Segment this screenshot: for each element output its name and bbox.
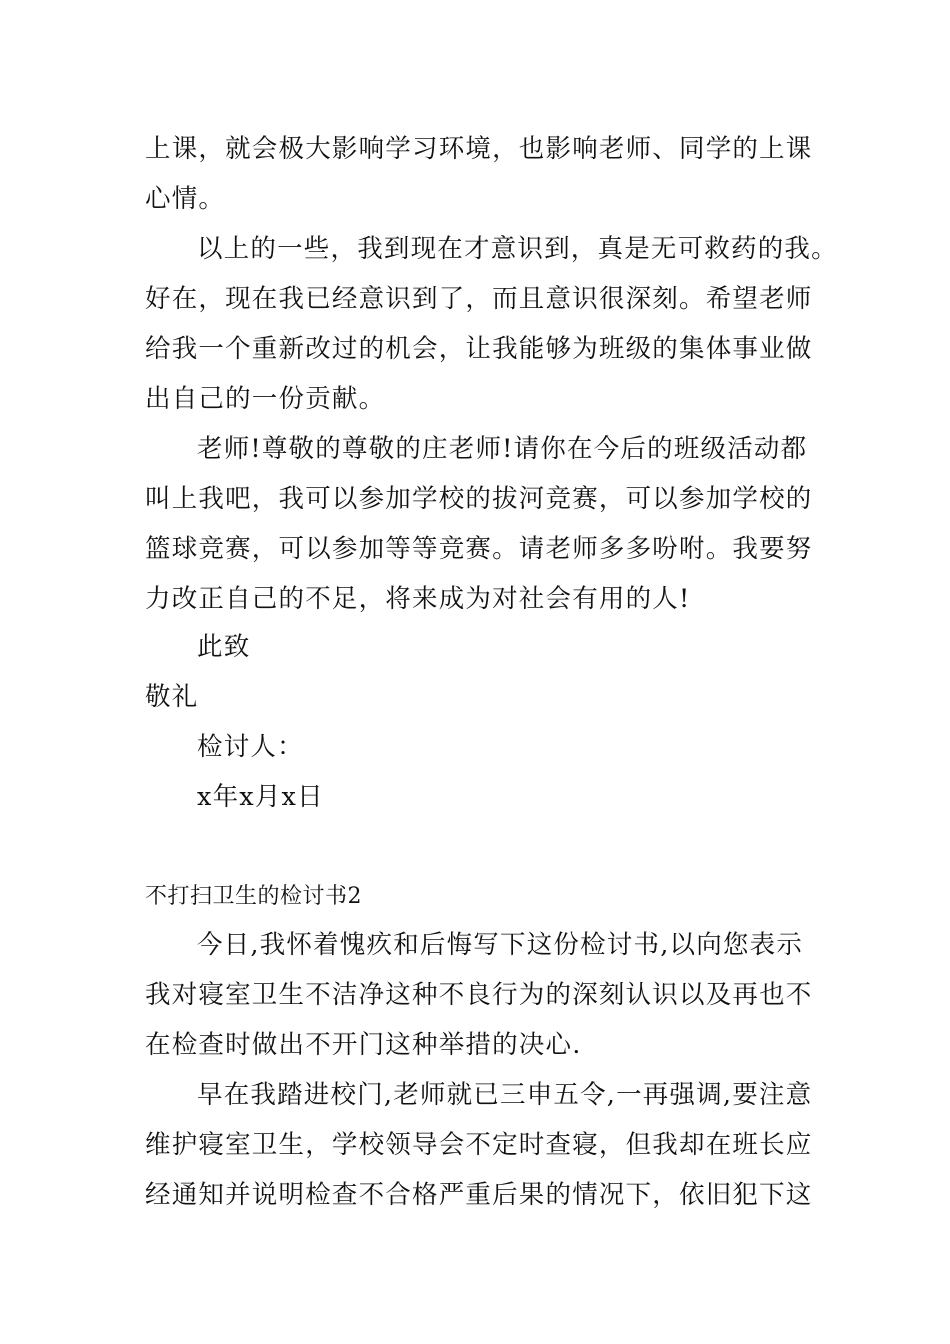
text-line: 维护寝室卫生，学校领导会不定时查寝，但我却在班长应 xyxy=(145,1130,813,1160)
text-line: 经通知并说明检查不合格严重后果的情况下，依旧犯下这 xyxy=(145,1180,813,1210)
text-line: 我对寝室卫生不洁净这种不良行为的深刻认识以及再也不 xyxy=(145,980,813,1010)
text-line: 力改正自己的不足，将来成为对社会有用的人! xyxy=(145,584,691,614)
text-line: 在检查时做出不开门这种举措的决心. xyxy=(145,1030,582,1060)
text-line: 篮球竞赛，可以参加等等竞赛。请老师多多吩咐。我要努 xyxy=(145,534,813,564)
section-title: 不打扫卫生的检讨书2 xyxy=(145,884,362,909)
closing-salutation: 此致 xyxy=(197,632,251,662)
text-line: 心情。 xyxy=(145,184,226,214)
closing-regards: 敬礼 xyxy=(145,682,199,712)
text-line: 叫上我吧，我可以参加学校的拔河竞赛，可以参加学校的 xyxy=(145,484,813,514)
text-line: 以上的一些，我到现在才意识到，真是无可救药的我。 xyxy=(197,234,838,264)
signature-label: 检讨人： xyxy=(197,732,304,762)
text-line: 上课，就会极大影响学习环境，也影响老师、同学的上课 xyxy=(145,134,813,164)
text-line: 早在我踏进校门,老师就已三申五令,一再强调,要注意 xyxy=(197,1080,813,1110)
text-line: 给我一个重新改过的机会，让我能够为班级的集体事业做 xyxy=(145,334,813,364)
text-line: 今日,我怀着愧疚和后悔写下这份检讨书,以向您表示 xyxy=(197,930,804,960)
date-line: x年x月x日 xyxy=(197,782,324,812)
text-line: 好在，现在我已经意识到了，而且意识很深刻。希望老师 xyxy=(145,284,813,314)
text-line: 老师!尊敬的尊敬的庄老师!请你在今后的班级活动都 xyxy=(197,434,808,464)
text-line: 出自己的一份贡献。 xyxy=(145,384,386,414)
